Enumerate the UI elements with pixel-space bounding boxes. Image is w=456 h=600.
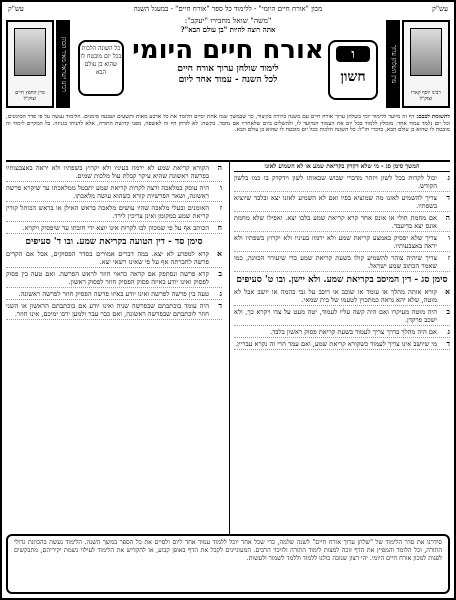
list-item: ב קרא פרשה ונסתפק אם קראה כראוי חוזר לראש הפרשה. ואם טעה בין פסוק לפסוק ואינו יודע באיזה פסוק הפסיק חוזר לפסוק ראשון. (6, 268, 222, 288)
left-portrait-scroll (6, 20, 54, 108)
right-column (234, 162, 450, 534)
header (6, 16, 450, 112)
right-portrait-image (410, 28, 442, 76)
date-box (328, 40, 378, 100)
intro-notice (6, 114, 450, 162)
left-column (6, 162, 222, 534)
subtitle-1: לימוד שולחן ערוך אורח חיים (177, 64, 279, 74)
top-bar (2, 2, 454, 16)
top-bar-center: מכון "אורח חיים היומי" - ללימוד כל ספר "אורח חיים" - במעגל השנה (133, 5, 323, 13)
right-column-list-2 (234, 286, 450, 350)
left-vertical-stripe: רבינו ישראל מאיר הכהן (56, 20, 70, 108)
list-item: ה הקורא קריאת שמע לא ירמוז בעיניו ולא יקרוץ בשפתיו ולא יראה באצבעותיו בפרשה ראשונה שהיא עיקר קבלת עול מלכות שמים. (6, 162, 222, 182)
footer-box: סידרנו את סדר הלימוד של "שלחן ערוך אורח חיים" לשנה שלמה, כדי שכל אחד יוכל ללמוד עמוד אחד ליום ולסיים את כל הספר במשך השנה. הלימוד נעשה בהכוונת גדולי התורה, וכל הלומד והמפיץ את הדף זוכה למצות לימוד התורה ולזיכוי הרבים. המעוניינים לקבל את הדף באופן קבוע, או להקדיש את הלימוד לעילוי נשמת יקיריהם, מתבקשים לפנות למכון אורח חיים היומי. יהי רצון שנזכה כולנו ללמוד וללמד לשמור ולעשות. (6, 534, 450, 594)
list-item: ה אם מחמת חולי או אונס אחר קרא קריאת שמע בלבו יצא. ואפילו שלא מחמת אונס יצא בדיעבד. (234, 212, 450, 232)
top-bar-left: עש"ק (8, 5, 24, 13)
promise-box: כל השונה הלכות בכל יום מובטח לו שהוא בן עולם הבא (78, 40, 124, 96)
list-item: ב היה מוטה מעיקרו ואם היה קשה עליו לעמוד, יטה מעט על צדו ויקרא כך, ולא ישכב פרקדן. (234, 306, 450, 326)
list-item: ד היה עומד בוכתבתם שבפרשה שניה ואינו יודע אם בוכתבתם הראשון או השני חוזר לוכתבתם שבפרשה ראשונה, ואם כבר עבר ולמען ירבו ימיכם, אינו חוזר. (6, 300, 222, 320)
list-item: ג יכול לקרות בכל לשון ויזהר מדברי שבוש שבאותו לשון וידקדק בו כמו בלשון הקודש. (234, 172, 450, 192)
date-month: חשון (340, 69, 366, 85)
list-item: א קורא אותה מהלך או עומד או שוכב או רוכב על גבי בהמה או יושב אבל לא מוטה, שלא יהא נראה כמתכוין לטעמו של בית שמאי. (234, 286, 450, 306)
top-bar-right: עש"ק (432, 5, 448, 13)
right-column-list-1 (234, 172, 450, 272)
subtitle-2: לכל השנה - עמוד אחד ליום (178, 75, 278, 85)
list-item: ג אם היה מהלך בדרך צריך לעמוד בשעת קריאת פסוק ראשון בלבד. (234, 326, 450, 338)
list-item: ח הכותב אף על פי שמכוון לבו לקרות אינו יוצא ידי חובתו עד שיפסיק ויקרא. (6, 222, 222, 234)
list-item: ג טעה בין פרשה לפרשה ואינו יודע באיזו פרשה הפסיק חוזר לפרשה ראשונה. (6, 288, 222, 300)
left-siman-heading: סימן סד - דין הטועה בקריאת שמע. ובו ד' סעיפים (25, 237, 203, 247)
right-portrait-caption: רבינו יוסף קארו זצוק"ל (411, 90, 441, 102)
list-item: ד צריך להשמיע לאזנו מה שמוציא בפיו ואם לא השמיע לאזנו יצא ובלבד שיוציא בשפתיו. (234, 192, 450, 212)
main-title: אורח חיים היומי (132, 35, 324, 65)
left-column-list-1 (6, 162, 222, 234)
motto-line-2: אתה רוצה להיות "בן עולם הבא"? (180, 25, 276, 34)
date-day: ו (336, 46, 370, 62)
right-portrait-scroll (402, 20, 450, 108)
title-box (78, 36, 378, 102)
header-center (74, 16, 382, 112)
left-portrait-caption: מרן החפץ חיים זצוק"ל (15, 90, 45, 102)
intro-label: לתשומת לבכם: (416, 114, 450, 120)
list-item: א קרא למפרע לא יצא. במה דברים אמורים בסדר הפסוקים, אבל אם הקדים פרשה לחברתה אף על פי שאינו רשאי יצא. (6, 248, 222, 268)
right-vertical-stripe: מרן השלחן ערוך (386, 20, 400, 108)
list-item: ז האומנים ובעלי מלאכה שהיו עושים מלאכה בראש האילן או בראש הכותל קורין קריאת שמע במקומן ואינן צריכין לירד. (6, 202, 222, 222)
list-item: ו היה עוסק במלאכה ורצה לקרות קריאת שמע יתבטל ממלאכתו עד שיקרא פרשה ראשונה, ושאר הפרשיות קורא כשהוא עושה מלאכתו. (6, 182, 222, 202)
list-item: ו צריך שלא יפסיק באמצע קריאת שמע ולא ירמוז בעיניו ולא יקרוץ בשפתיו ולא יראה באצבעותיו. (234, 232, 450, 252)
motto-line-1: "משה" שואל מחבירו "יעקב": (184, 16, 272, 25)
intro-text: דף זה מיועד ללימוד יומי בשלחן ערוך אורח חיים עם משנה ברורה בקיצור, כך שבמשך שנה אחת יסיים הלומד את כל ארבע מאות ותשעים ושבעה סימנים. הלימוד נעשה על פי סדר הסימנים, וכל יום נלמד עמוד אחד. מומלץ ללמוד בכל יום את העמוד המיועד לו, ולהשלים ביום שלאחריו אם נחסר. בקשה: לא לזרוק דף זה לאשפה, מפני קדושת התורה, אלא להניחו בגניזה. כל המקיים לימוד זה מובטח לו שהוא בן עולם הבא, כדברי חז"ל: כל השונה הלכות בכל יום מובטח לו שהוא בן עולם הבא. (6, 114, 450, 134)
left-column-list-2 (6, 248, 222, 320)
list-item: ד מי שיושב אינו צריך לעמוד כשקורא קריאת שמע, ואם עמד הרי זה נקרא עבריין. (234, 338, 450, 350)
left-portrait-image (14, 28, 46, 76)
right-siman-heading: סימן סג - דין המיסב בקריאת שמע. ולא יישן. ובו ט' סעיפים (236, 275, 448, 285)
main-title-block (128, 36, 328, 86)
right-column-heading: המשך סימן סג - מי שלא דקדק בקריאת שמע או לא השמיע לאזנו (234, 162, 450, 172)
column-divider (229, 162, 230, 534)
list-item: ז צריך שיהיה צוהר להשמיע קולו בשעת קריאת שמע כדי שיעורר הכוונה, כמו שאמר הכתוב שמע ישראל. (234, 252, 450, 272)
